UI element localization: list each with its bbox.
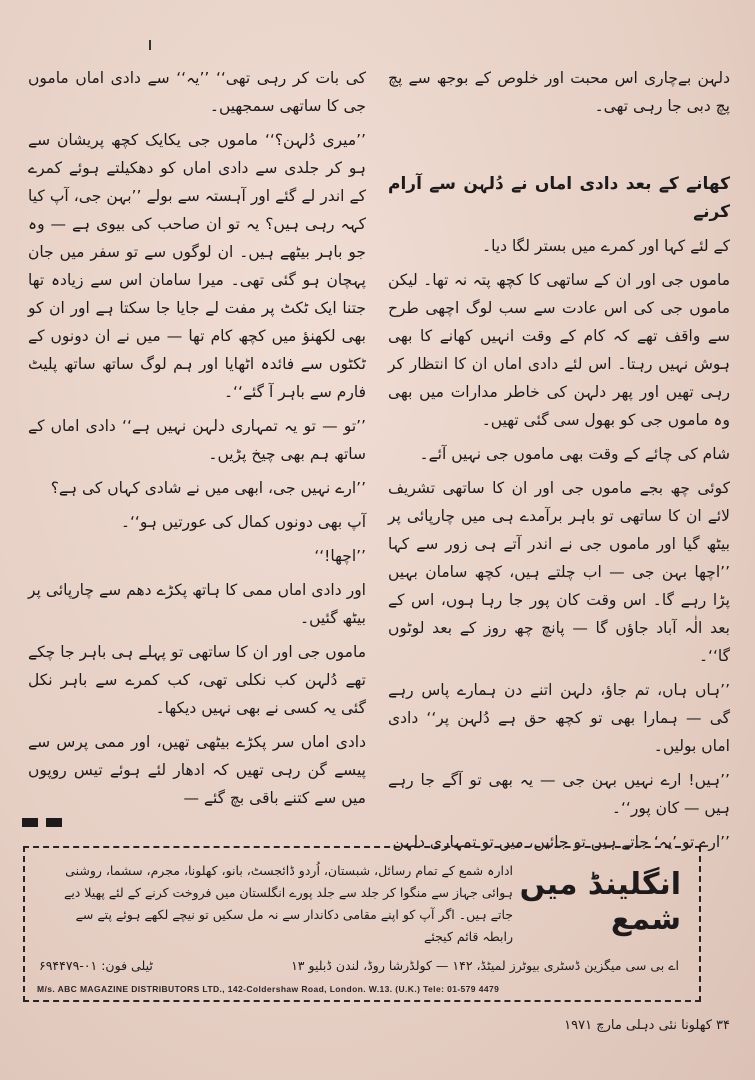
advert-english-address: M/s. ABC MAGAZINE DISTRIBUTORS LTD., 142-Coldershaw Road, London. W.13. (U.K.) Tele: 01-579 4479 xyxy=(37,984,500,994)
advertisement-box xyxy=(23,846,701,1002)
right-column xyxy=(388,64,730,862)
paragraph: کوئی چھ بجے ماموں جی اور ان کا ساتھی تشریف لائے ان کا ساتھی تو باہر برآمدے ہی میں چارپائی پر بیٹھ گیا اور ماموں جی نے اندر آتے ہی زور سے کہا ’’اچھا بہن جی — اب چلتے ہیں، کچھ سامان بہیں پڑا رہے گا۔ اس وقت کان پور جا رہا ہوں، اس کے بعد الٰہ آباد جاؤں گا — پانچ چھ روز کے بعد لوٹوں گا‘‘۔ xyxy=(388,479,730,665)
paragraph: ’’ہاں ہاں، تم جاؤ، دلہن اتنے دن ہمارے پاس رہے گی — ہمارا بھی تو کچھ حق ہے دُلہن پر‘‘ دادی اماں بولیں۔ xyxy=(388,681,730,755)
story-end-marks xyxy=(22,818,66,828)
paragraph: ’’میری دُلہن؟‘‘ ماموں جی یکایک کچھ پریشان سے ہو کر جلدی سے دادی اماں کو دھکیلتے ہوئے کمرے کے اندر لے گئے اور آہستہ سے بولے ’’بہن جی، آپ کیا کہہ رہی ہیں؟ یہ تو ان صاحب کی بیوی ہے — وہ جو باہر بیٹھے ہیں۔ ان لوگوں سے تو سفر میں جان پہچان ہو گئی تھی۔ میرا سامان اس سے زیادہ تھا جتنا ایک ٹکٹ پر مفت لے جایا جا سکتا ہے اور ان کو بھی لکھنؤ میں کچھ کام تھا — میں نے ان دونوں کے ٹکٹوں سے فائدہ اٹھایا اور ہم لوگ ساتھ ساتھ پلیٹ فارم سے باہر آ گئے‘‘۔ xyxy=(28,131,366,401)
paragraph: ماموں جی اور ان کے ساتھی کا کچھ پتہ نہ تھا۔ لیکن ماموں جی کی اس عادت سے سب لوگ اچھی طرح سے واقف تھے کہ کام کے وقت انہیں کھانے کا بھی ہوش نہیں رہتا۔ اس لئے دادی اماں ان کا انتظار کر رہی تھیں اور پھر دلہن کی خاطر مدارات میں بھی وہ ماموں جی کو بھول سی گئی تھیں۔ xyxy=(388,271,730,429)
paragraph: ماموں جی اور ان کا ساتھی تو پہلے ہی باہر جا چکے تھے دُلہن کب نکلی تھی، کب کمرے سے باہر نکل گئی یہ کسی نے بھی نہیں دیکھا۔ xyxy=(28,643,366,717)
section-heading: کھانے کے بعد دادی اماں نے دُلہن سے آرام کرنے xyxy=(388,174,730,222)
paragraph: کی بات کر رہی تھی‘‘ ’’یہ‘‘ سے دادی اماں ماموں جی کا ساتھی سمجھیں۔ xyxy=(28,69,366,115)
end-mark xyxy=(22,818,38,827)
advert-address: اے بی سی میگزین ڈسٹری بیوٹرز لمیٹڈ، ۱۴۲ — کولڈرشا روڈ، لندن ڈبلیو ۱۳ xyxy=(291,958,679,973)
paragraph: دلہن بےچاری اس محبت اور خلوص کے بوجھ سے پچ پچ دبی جا رہی تھی۔ xyxy=(388,69,730,115)
page-footer: ۳۴ کھلونا نئی دہلی مارچ ۱۹۷۱ xyxy=(564,1018,730,1033)
print-mark xyxy=(149,40,151,50)
paragraph: آپ بھی دونوں کمال کی عورتیں ہو‘‘۔ xyxy=(120,513,366,531)
paragraph: ’’ارے نہیں جی، ابھی میں نے شادی کہاں کی ہے؟ xyxy=(50,479,366,497)
paragraph: دادی اماں سر پکڑے بیٹھی تھیں، اور ممی پرس سے پیسے گن رہی تھیں کہ ادھار لئے ہوئے تیس روپوں میں سے کتنے باقی بچ گئے — xyxy=(28,733,366,807)
paragraph: ’’اچھا!‘‘ xyxy=(314,547,366,565)
paragraph: ’’ارے تو ’یہ‘ جاتے ہیں تو جائیں، میں تو تمہاری دلہن xyxy=(392,833,730,851)
end-mark xyxy=(46,818,62,827)
paragraph: شام کی چائے کے وقت بھی ماموں جی نہیں آئے۔ xyxy=(419,445,730,463)
advert-phone: ٹیلی فون: ۰۱-۶۹۴۴۷۹ xyxy=(39,958,153,973)
advert-logo: انگلینڈ میں شمع xyxy=(519,867,681,937)
paragraph: ’’ہیں! ارے نہیں بہن جی — یہ بھی تو آگے جا رہے ہیں — کان پور‘‘۔ xyxy=(388,771,730,817)
paragraph: اور دادی اماں ممی کا ہاتھ پکڑے دھم سے چارپائی پر بیٹھ گئیں۔ xyxy=(28,581,366,627)
paragraph: ’’تو — تو یہ تمہاری دلہن نہیں ہے‘‘ دادی اماں کے ساتھ ہم بھی چیخ پڑیں۔ xyxy=(28,417,366,463)
paragraph: کے لئے کہا اور کمرے میں بستر لگا دیا۔ xyxy=(482,237,730,255)
advert-address-line xyxy=(39,956,679,976)
advert-text: ادارہ شمع کے تمام رسائل، شبستان، اُردو ڈائجسٹ، بانو، کھلونا، مجرم، سشما، روشنی ہوائی جہاز سے منگوا کر جلد سے جلد پورے انگلستان میں فروخت کرنے کے لئے پھیلا دیے جاتے ہیں۔ اگر آپ کو اپنے مقامی دکاندار سے نہ مل سکیں تو نیچے لکھے ہوئے پتے سے رابطہ قائم کیجئے xyxy=(64,863,513,944)
left-column xyxy=(28,64,366,818)
